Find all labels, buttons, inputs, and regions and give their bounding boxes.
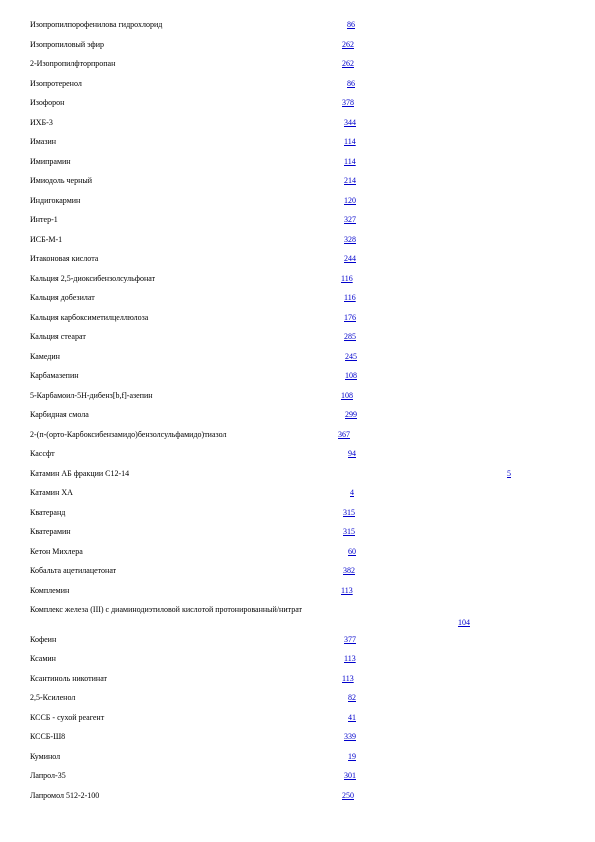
index-term: Кальция карбоксиметилцеллюлоза: [30, 313, 149, 322]
index-entry: [0, 59, 595, 73]
index-term: Комплекс железа (III) с диаминодиэтиловой кислотой протонированный/нитрат: [30, 605, 303, 614]
index-entry: [0, 488, 595, 502]
index-term: Кватерамин: [30, 527, 71, 536]
index-entry: [0, 469, 595, 483]
page-link[interactable]: 299: [345, 410, 357, 419]
index-entry: [0, 79, 595, 93]
index-term: Индигокармин: [30, 196, 81, 205]
index-term: Лапрол-35: [30, 771, 66, 780]
index-term: Изопропиловый эфир: [30, 40, 105, 49]
index-entry: [0, 313, 595, 327]
index-term: Имазин: [30, 137, 57, 146]
page-link[interactable]: 108: [341, 391, 353, 400]
page-link[interactable]: 113: [341, 586, 353, 595]
index-entry: [0, 176, 595, 190]
index-entry: [0, 235, 595, 249]
index-term: Изопропилпорофенилова гидрохлорид: [30, 20, 163, 29]
index-entry: [0, 20, 595, 34]
index-entry: [0, 605, 595, 627]
index-entry: [0, 410, 595, 424]
index-entry: [0, 430, 595, 444]
index-term: КССБ - сухой реагент: [30, 713, 105, 722]
index-term: Итаконовая кислота: [30, 254, 99, 263]
index-term: Ксантиноль никотинат: [30, 674, 108, 683]
index-term: Комплемин: [30, 586, 70, 595]
index-entry: [0, 40, 595, 54]
page-link[interactable]: 41: [348, 713, 356, 722]
page-link[interactable]: 114: [344, 157, 356, 166]
page-link[interactable]: 344: [344, 118, 356, 127]
index-term: Катамин АБ фракции С12-14: [30, 469, 130, 478]
index-entry: [0, 635, 595, 649]
page-link[interactable]: 315: [343, 508, 355, 517]
index-entry: [0, 771, 595, 785]
index-entry: [0, 371, 595, 385]
page-link[interactable]: 113: [344, 654, 356, 663]
page-link[interactable]: 328: [344, 235, 356, 244]
page-link[interactable]: 94: [348, 449, 356, 458]
page-link[interactable]: 116: [344, 293, 356, 302]
page-link[interactable]: 82: [348, 693, 356, 702]
page-link[interactable]: 86: [347, 20, 355, 29]
page-link[interactable]: 176: [344, 313, 356, 322]
index-term: ИСБ-М-1: [30, 235, 63, 244]
page-link[interactable]: 116: [341, 274, 353, 283]
page-link[interactable]: 245: [345, 352, 357, 361]
index-entry: [0, 586, 595, 600]
page-link[interactable]: 367: [338, 430, 350, 439]
index-entry: [0, 332, 595, 346]
index-entry: [0, 196, 595, 210]
page-link[interactable]: 244: [344, 254, 356, 263]
page-link[interactable]: 120: [344, 196, 356, 205]
page-link[interactable]: 114: [344, 137, 356, 146]
index-term: Интер-1: [30, 215, 58, 224]
index-entry: [0, 693, 595, 707]
index-term: Карбамазепин: [30, 371, 79, 380]
index-term: Лапромол 512-2-100: [30, 791, 100, 800]
index-entry: [0, 215, 595, 229]
index-term: 5-Карбамоил-5Н-дибенз[b,f]-азепин: [30, 391, 153, 400]
page-link[interactable]: 382: [343, 566, 355, 575]
index-term: Куминол: [30, 752, 61, 761]
page-link[interactable]: 4: [350, 488, 354, 497]
page-link[interactable]: 104: [458, 618, 470, 627]
index-term: Катамин ХА: [30, 488, 73, 497]
index-entry: [0, 566, 595, 580]
index-term: Имиодоль черный: [30, 176, 93, 185]
index-term: Изофорон: [30, 98, 65, 107]
index-entry: [0, 527, 595, 541]
index-entry: [0, 254, 595, 268]
index-entry: [0, 791, 595, 805]
index-term: Камедин: [30, 352, 60, 361]
index-term: 2-(п-(орто-Карбоксибензамидо)бензолсульфамидо)тиазол: [30, 430, 227, 439]
index-entry: [0, 752, 595, 766]
index-term: Имипрамин: [30, 157, 71, 166]
index-entry: [0, 547, 595, 561]
index-entry: [0, 293, 595, 307]
index-entry: [0, 137, 595, 151]
index-term: Кофеин: [30, 635, 57, 644]
index-term: Ксамин: [30, 654, 56, 663]
index-entry: [0, 508, 595, 522]
index-entry: [0, 157, 595, 171]
index-entry: [0, 713, 595, 727]
index-entry: [0, 654, 595, 668]
page-link[interactable]: 378: [342, 98, 354, 107]
index-entry: [0, 674, 595, 688]
index-entry: [0, 274, 595, 288]
index-term: ИХБ-3: [30, 118, 53, 127]
index-term: Изопротеренол: [30, 79, 82, 88]
page-link[interactable]: 108: [345, 371, 357, 380]
index-entry: [0, 449, 595, 463]
index-term: 2,5-Ксиленол: [30, 693, 76, 702]
index-term: Кальция стеарат: [30, 332, 86, 341]
page-link[interactable]: 60: [348, 547, 356, 556]
index-term: Кватеранд: [30, 508, 66, 517]
page-link[interactable]: 214: [344, 176, 356, 185]
index-term: Кассфт: [30, 449, 55, 458]
index-entry: [0, 98, 595, 112]
index-term: Кальция 2,5-диоксибензолсульфонат: [30, 274, 156, 283]
index-entry: [0, 352, 595, 366]
page-link[interactable]: 262: [342, 40, 354, 49]
index-entry: [0, 118, 595, 132]
index-term: 2-Изопропилфторпропан: [30, 59, 116, 68]
index-entry: [0, 391, 595, 405]
index-term: КССБ-Ш8: [30, 732, 66, 741]
page-link[interactable]: 285: [344, 332, 356, 341]
page-link[interactable]: 262: [342, 59, 354, 68]
page-link[interactable]: 86: [347, 79, 355, 88]
page-link[interactable]: 5: [507, 469, 511, 478]
page-link[interactable]: 339: [344, 732, 356, 741]
index-term: Кетон Михлера: [30, 547, 83, 556]
page-link[interactable]: 113: [342, 674, 354, 683]
page-link[interactable]: 315: [343, 527, 355, 536]
page-link[interactable]: 19: [348, 752, 356, 761]
index-entry: [0, 732, 595, 746]
index-term: Кальция добезилат: [30, 293, 95, 302]
index-term: Карбидная смола: [30, 410, 89, 419]
page-link[interactable]: 377: [344, 635, 356, 644]
index-term: Кобальта ацетилацетонат: [30, 566, 117, 575]
page-link[interactable]: 250: [342, 791, 354, 800]
page-link[interactable]: 301: [344, 771, 356, 780]
page-link[interactable]: 327: [344, 215, 356, 224]
